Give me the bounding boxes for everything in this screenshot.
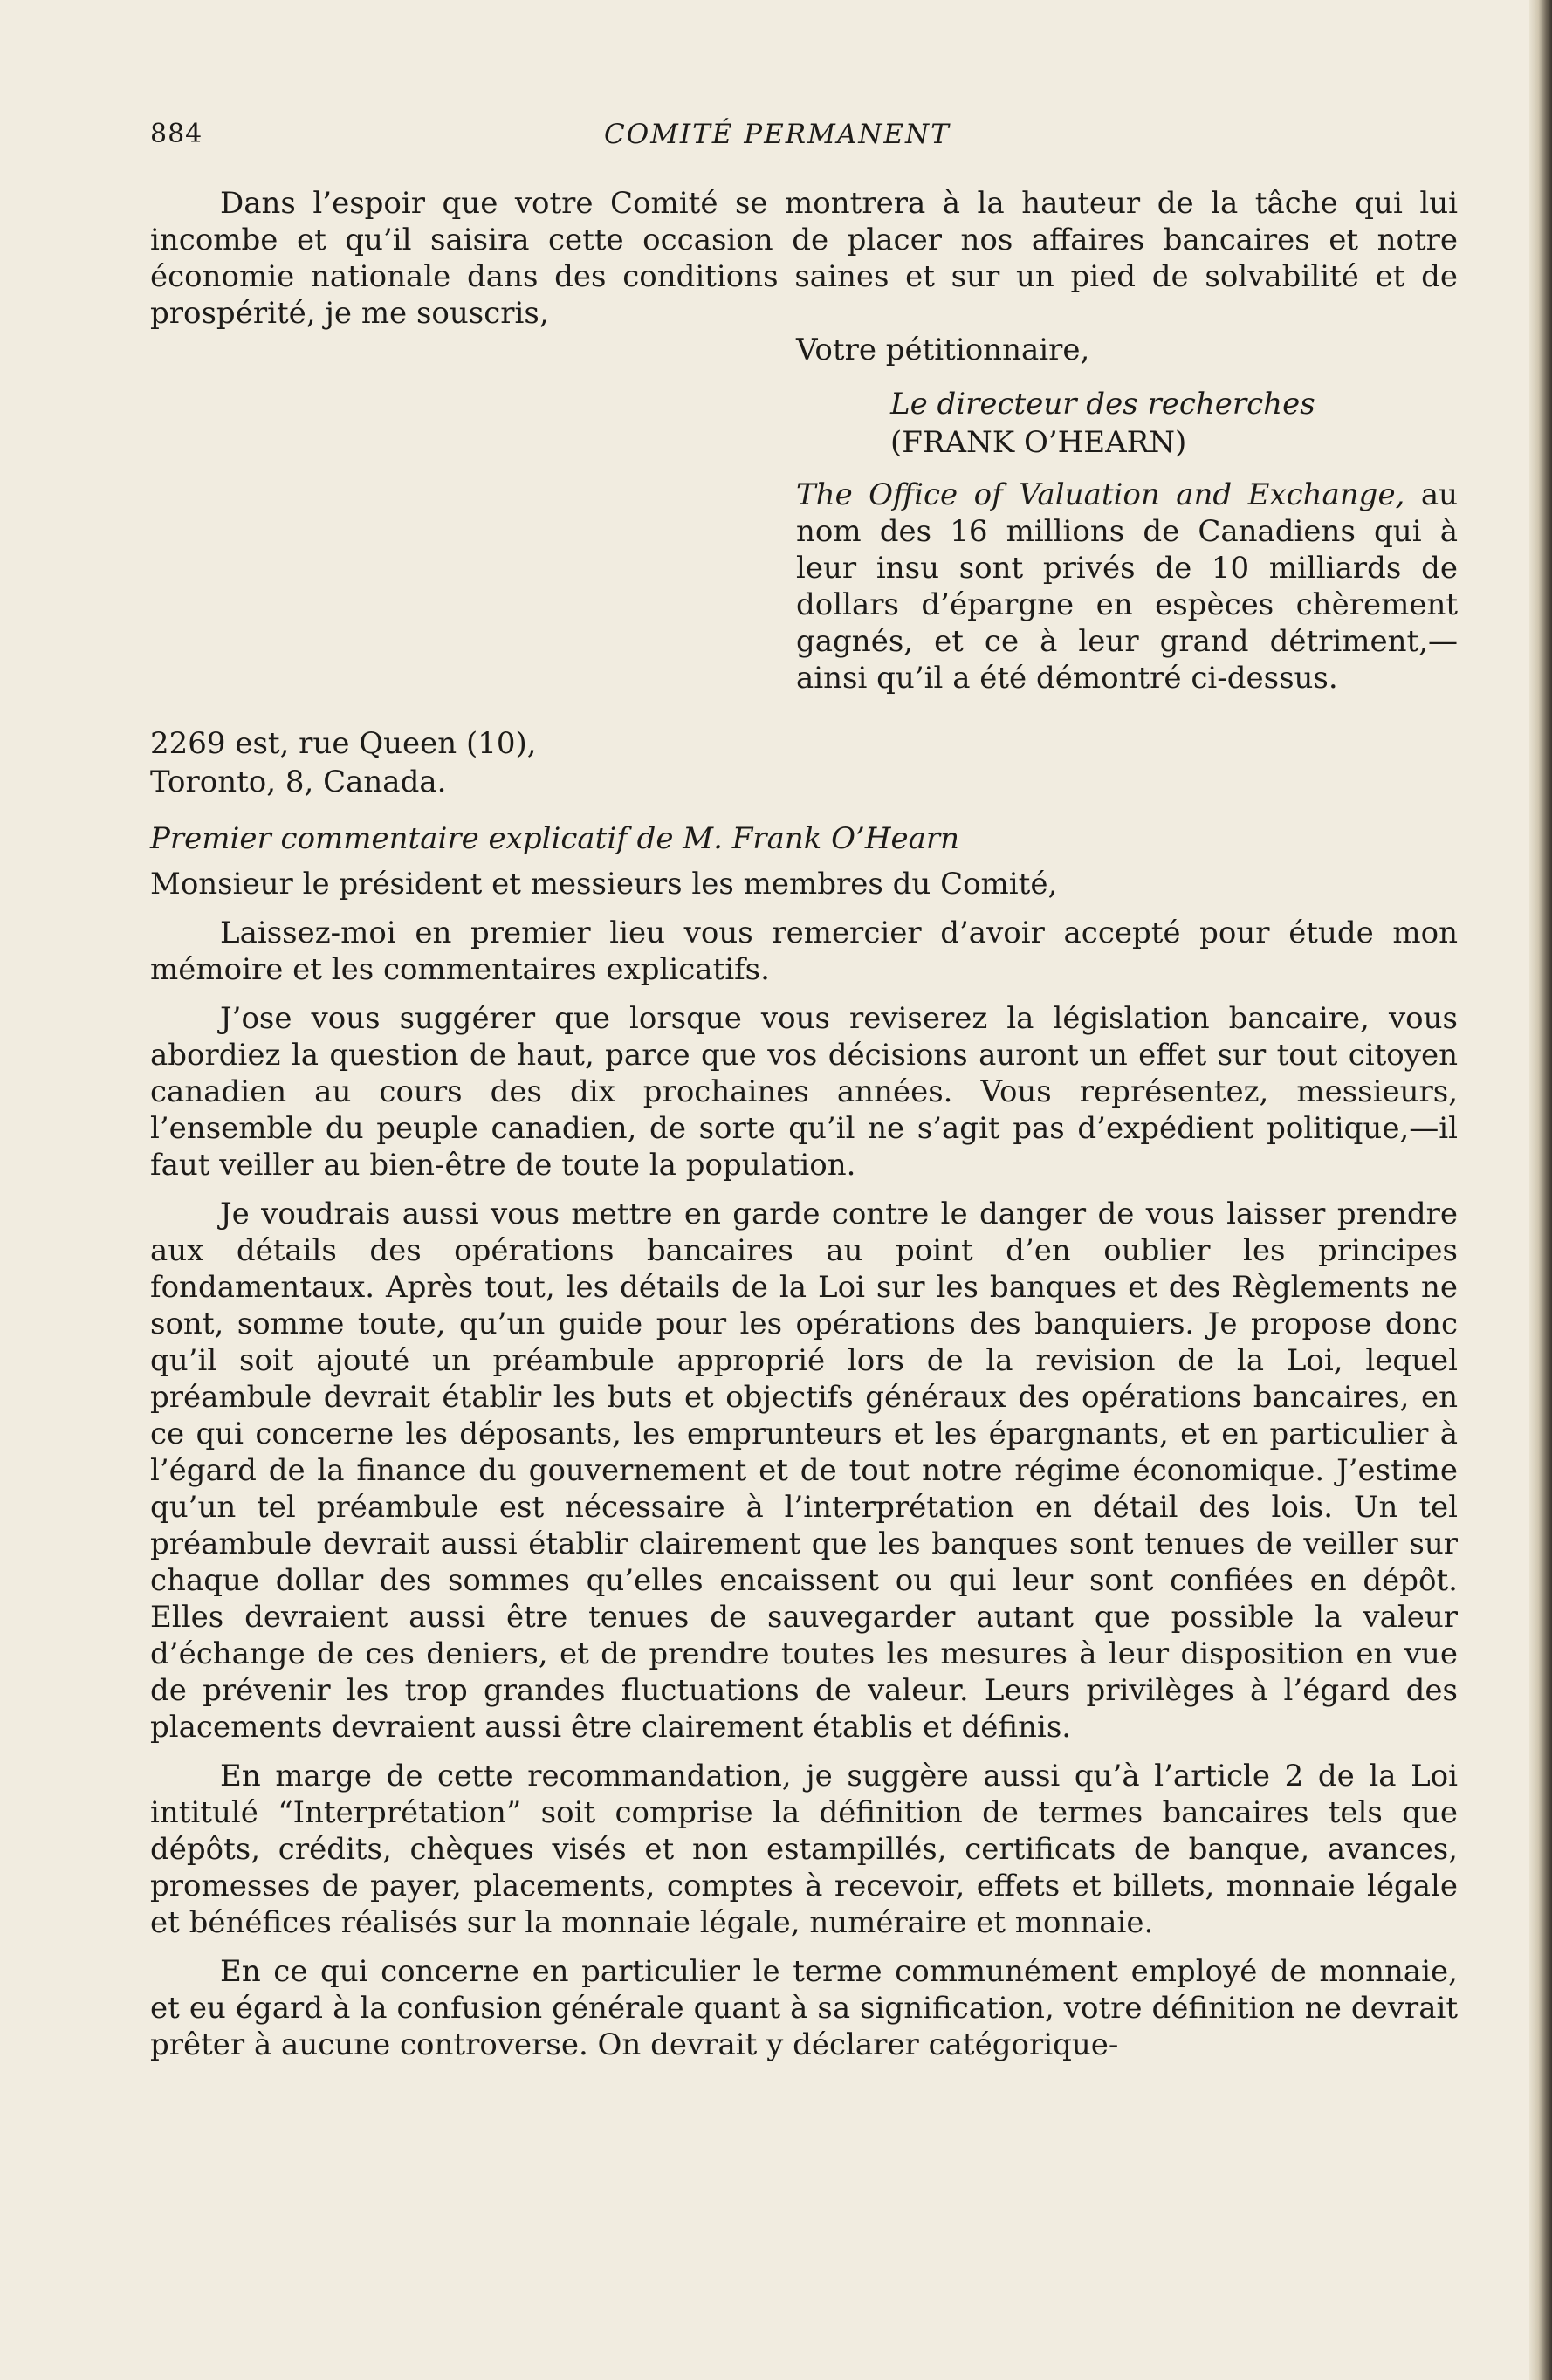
signature-organization <box>796 477 1458 696</box>
signature-block <box>796 332 1458 696</box>
organization-description: au nom des 16 millions de Canadiens qui à leur insu sont privés de 10 milliards de dollars d’épargne en espèces chèrement gagnés, et ce à leur grand détriment,—ainsi qu’il a été démontré ci-dessus. <box>796 477 1458 696</box>
opening-paragraph: Dans l’espoir que votre Comité se montrera à la hauteur de la tâche qui lui incombe et qu’il saisira cette occasion de placer nos affaires bancaires et notre économie nationale dans des conditions saines et sur un pied de solvabilité et de prospérité, je me souscris, <box>150 186 1458 331</box>
address-block <box>150 724 1458 801</box>
page-body <box>150 185 1458 2063</box>
commentary-paragraph-5: En ce qui concerne en particulier le terme communément employé de monnaie, et eu égard à la confusion générale quant à sa signification, votre définition ne devrait prêter à aucune controverse. On devrait y déclarer catégorique- <box>150 1954 1458 2062</box>
signature-name: (FRANK O’HEARN) <box>890 425 1187 460</box>
commentary-paragraph-2: J’ose vous suggérer que lorsque vous reviserez la législation bancaire, vous abordiez la question de haut, parce que vos décisions auront un effet sur tout citoyen canadien au cours des dix prochaines années. Vous représentez, messieurs, l’ensemble du peuple canadien, de sorte qu’il ne s’agit pas d’expédient politique,—il faut veiller au bien-être de toute la population. <box>150 1001 1458 1183</box>
address-line-1: 2269 est, rue Queen (10), <box>150 726 537 761</box>
commentary-salutation: Monsieur le président et messieurs les membres du Comité, <box>150 867 1058 902</box>
organization-name: The Office of Valuation and Exchange, <box>796 477 1405 512</box>
running-head: COMITÉ PERMANENT <box>604 119 951 150</box>
signature-title: Le directeur des recherches <box>890 387 1315 422</box>
page-edge-shadow <box>1529 0 1552 2380</box>
commentary-heading: Premier commentaire explicatif de M. Frank O’Hearn <box>150 821 960 856</box>
page-header <box>150 119 1468 159</box>
commentary-paragraph-1: Laissez-moi en premier lieu vous remercier d’avoir accepté pour étude mon mémoire et les commentaires explicatifs. <box>150 916 1458 987</box>
commentary-paragraph-3: Je voudrais aussi vous mettre en garde contre le danger de vous laisser prendre aux détails des opérations bancaires au point d’en oublier les principes fondamentaux. Après tout, les détails de la Loi sur les banques et des Règlements ne sont, somme toute, qu’un guide pour les opérations des banquiers. Je propose donc qu’il soit ajouté un préambule approprié lors de la revision de la Loi, lequel préambule devrait établir les buts et objectifs généraux des opérations bancaires, en ce qui concerne les déposants, les emprunteurs et les épargnants, et en particulier à l’égard de la finance du gouvernement et de tout notre régime économique. J’estime qu’un tel préambule est nécessaire à l’interprétation en détail des lois. Un tel préambule devrait aussi établir clairement que les banques sont tenues de veiller sur chaque dollar des sommes qu’elles encaissent ou qui leur sont confiées en dépôt. Elles devraient aussi être tenues de sauvegarder autant que possible la valeur d’échange de ces deniers, et de prendre toutes les mesures à leur disposition en vue de prévenir les trop grandes fluctuations de valeur. Leurs privilèges à l’égard des placements devraient aussi être clairement établis et définis. <box>150 1197 1458 1745</box>
commentary-paragraph-4: En marge de cette recommandation, je suggère aussi qu’à l’article 2 de la Loi intitulé “Interprétation” soit comprise la définition de termes bancaires tels que dépôts, crédits, chèques visés et non estampillés, certificats de banque, avances, promesses de payer, placements, comptes à recevoir, effets et billets, monnaie légale et bénéfices réalisés sur la monnaie légale, numéraire et monnaie. <box>150 1759 1458 1940</box>
address-line-2: Toronto, 8, Canada. <box>150 765 447 799</box>
signature-salutation: Votre pétitionnaire, <box>796 333 1090 367</box>
page-number: 884 <box>150 119 203 149</box>
